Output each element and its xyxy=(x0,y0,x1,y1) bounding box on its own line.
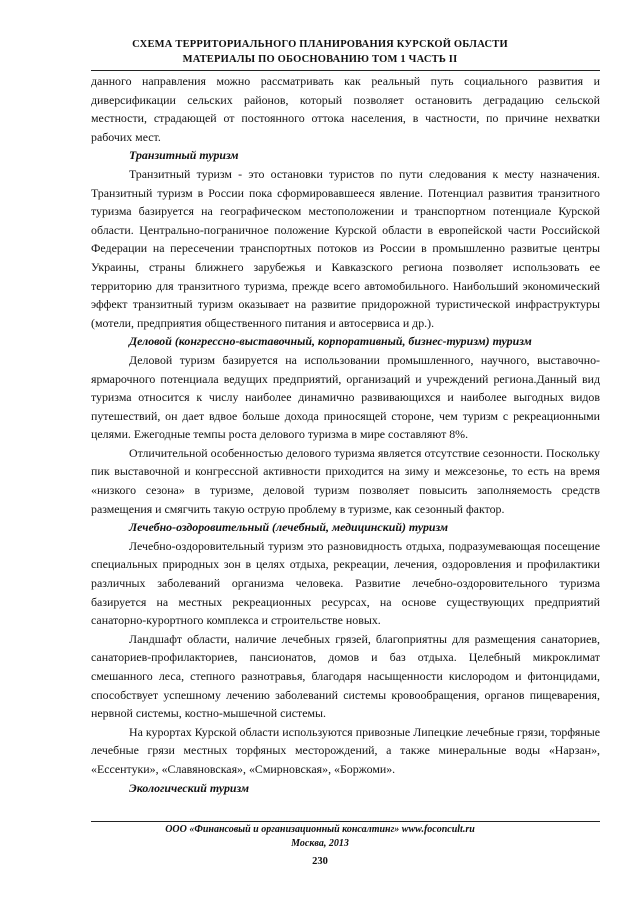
section-heading-transit: Транзитный туризм xyxy=(129,148,239,163)
paragraph-medical-2: Ландшафт области, наличие лечебных грязей, благоприятны для размещения санаториев, санаториев-профилакториев, пансионатов, домов и баз отдыха. Целебный микроклимат смешанного леса, степного разнотравья, благодаря насыщенности кислородом и фитонцидами, способствует успешному лечению заболеваний системы кровообращения, органов пищеварения, нервной системы, костно-мышечной системы. xyxy=(91,631,600,721)
footer-city-year: Москва, 2013 xyxy=(291,838,349,849)
header-title: СХЕМА ТЕРРИТОРИАЛЬНОГО ПЛАНИРОВАНИЯ КУРСКОЙ ОБЛАСТИ xyxy=(132,39,508,50)
paragraph-transit: Транзитный туризм - это остановки туристов по пути следования к месту назначения. Транзитный туризм в России пока сформировавшееся явление. Потенциал развития транзитного туризма базируется на географическом местоположении и транспортном потенциале Курской области. Центрально-пограничное положение Курской области в европейской части Российской Федерации на пересечении транспортных потоков из России в промышленно развитые центры Украины, страны ближнего зарубежья и Кавказского региона позволяет использовать ее территорию для транзитного туризма, прежде всего автомобильного. Наибольший экономический эффект транзитный туризм оказывает на развитие придорожной туристической инфраструктуры (мотели, предприятия общественного питания и автосервиса и др.). xyxy=(91,166,600,330)
section-heading-medical: Лечебно-оздоровительный (лечебный, медицинский) туризм xyxy=(129,520,448,535)
section-heading-business: Деловой (конгрессно-выставочный, корпоративный, бизнес-туризм) туризм xyxy=(129,334,532,349)
paragraph-medical-3: На курортах Курской области используются привозные Липецкие лечебные грязи, торфяные лечебные грязи местных торфяных месторождений, а также минеральные воды «Нарзан», «Ессентуки», «Славяновская», «Смирновская», «Боржоми». xyxy=(91,724,600,776)
document-body xyxy=(91,72,600,797)
header-subtitle: МАТЕРИАЛЫ ПО ОБОСНОВАНИЮ ТОМ 1 ЧАСТЬ II xyxy=(182,54,458,65)
paragraph-business-1: Деловой туризм базируется на использовании промышленного, научного, выставочно-ярмарочного потенциала ведущих предприятий, организаций и учреждений региона.Данный вид туризма относится к числу наиболее динамично развивающихся и наиболее выгодных видов путешествий, он дает вдвое больше дохода приносящей стороне, чем туризм с рекреационными целями. Ежегодные темпы роста делового туризма в мире составляют 8%. xyxy=(91,352,600,442)
footer-company: ООО «Финансовый и организационный консалтинг» www.foconcult.ru xyxy=(165,824,475,835)
header-divider xyxy=(91,70,600,71)
section-heading-eco: Экологический туризм xyxy=(129,780,249,795)
footer-divider xyxy=(91,821,600,822)
page-number: 230 xyxy=(312,856,328,867)
paragraph-continuation: данного направления можно рассматривать как реальный путь социального развития и диверсификации сельских районов, который позволяет остановить деградацию сельской местности, страдающей от постоянного оттока населения, в частности, по причине нехватки рабочих мест. xyxy=(91,74,600,144)
paragraph-medical-1: Лечебно-оздоровительный туризм это разновидность отдыха, подразумевающая посещение специальных природных зон в целях отдыха, рекреации, лечения, оздоровления и профилактики различных заболеваний организма человека. Развитие лечебно-оздоровительного туризма базируется на местных рекреационных ресурсах, на основе существующих предприятий санаторно-курортного комплекса и строительстве новых. xyxy=(91,538,600,628)
paragraph-business-2: Отличительной особенностью делового туризма является отсутствие сезонности. Поскольку пик выставочной и конгрессной активности приходится на зиму и межсезонье, то есть на время «низкого сезона» в туризме, деловой туризм позволяет повысить заполняемость средств размещения и смягчить такую острую проблему в туризме, как сезонный фактор. xyxy=(91,445,600,516)
